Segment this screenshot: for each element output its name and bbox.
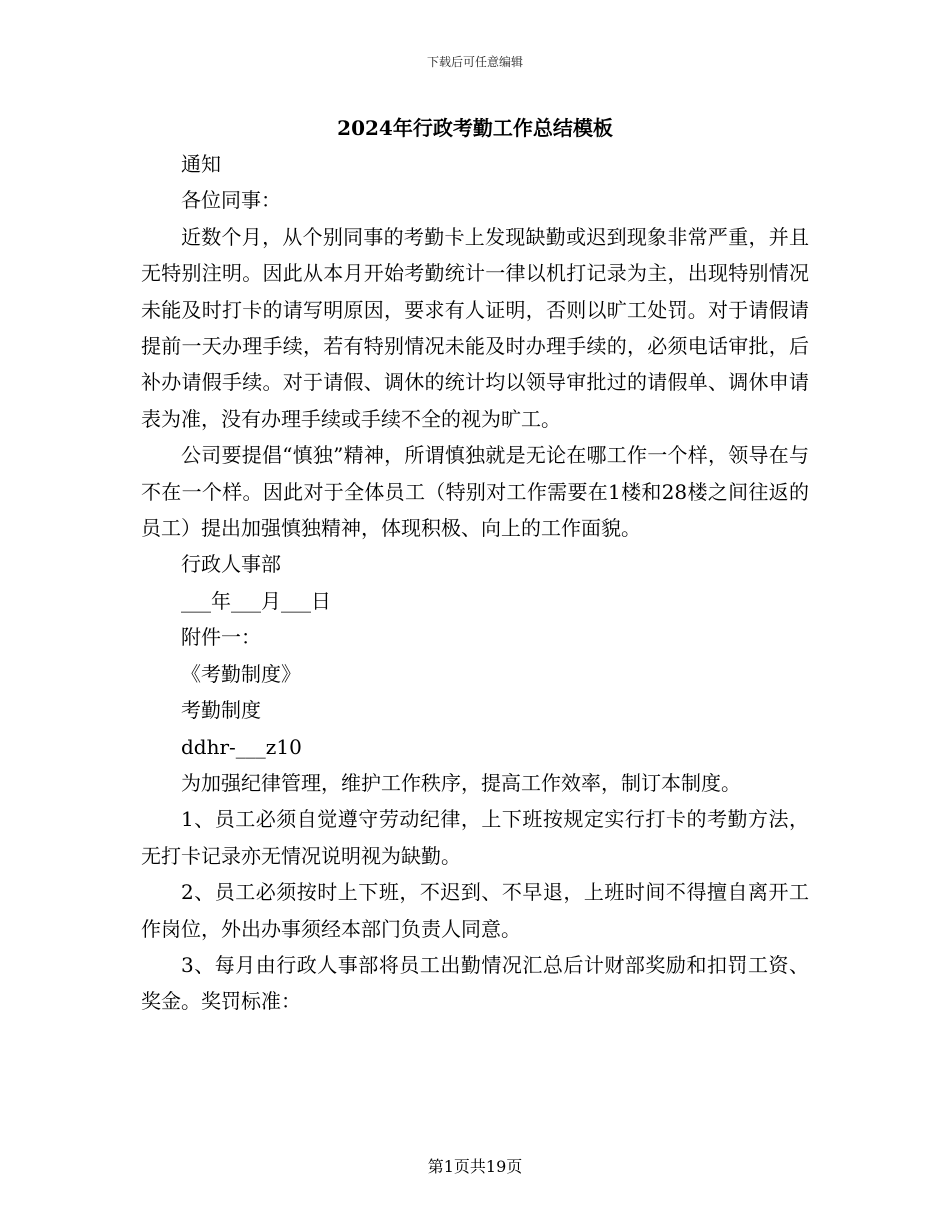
document-body <box>141 146 809 1020</box>
body-paragraph: 为加强纪律管理，维护工作秩序，提高工作效率，制订本制度。 <box>181 770 741 795</box>
page-number: 第1页共19页 <box>427 1157 523 1176</box>
signature-department: 行政人事部 <box>181 552 281 577</box>
notice-heading: 通知 <box>181 152 221 176</box>
rule-item: 1、员工必须自觉遵守劳动纪律，上下班按规定实行打卡的考勤方法，无打卡记录亦无情况说明视为缺勤。 <box>141 807 809 868</box>
body-paragraph: 近数个月，从个别同事的考勤卡上发现缺勤或迟到现象非常严重，并且无特别注明。因此从本月开始考勤统计一律以机打记录为主，出现特别情况未能及时打卡的请写明原因，要求有人证明，否则以旷工处罚。对于请假请提前一天办理手续，若有特别情况未能及时办理手续的，必须电话审批，后补办请假手续。对于请假、调休的统计均以领导审批过的请假单、调休申请表为准，没有办理手续或手续不全的视为旷工。 <box>141 224 809 431</box>
body-paragraph: 公司要提倡“慎独”精神，所谓慎独就是无论在哪工作一个样，领导在与不在一个样。因此对于全体员工（特别对工作需要在1楼和28楼之间往返的员工）提出加强慎独精神，体现积极、向上的工作面貌。 <box>141 443 809 541</box>
page-header-note: 下载后可任意编辑 <box>426 55 523 69</box>
salutation: 各位同事： <box>181 188 281 213</box>
section-heading: 考勤制度 <box>181 698 261 723</box>
document-code: ddhr-___z10 <box>181 734 302 759</box>
signature-date: ___年___月___日 <box>181 588 331 613</box>
attachment-label: 附件一： <box>181 625 261 650</box>
rule-item: 3、每月由行政人事部将员工出勤情况汇总后计财部奖励和扣罚工资、奖金。奖罚标准： <box>141 952 809 1014</box>
attachment-title: 《考勤制度》 <box>181 661 301 686</box>
rule-item: 2、员工必须按时上下班，不迟到、不早退，上班时间不得擅自离开工作岗位，外出办事须经本部门负责人同意。 <box>141 880 809 941</box>
document-title: 2024年行政考勤工作总结模板 <box>337 116 613 140</box>
